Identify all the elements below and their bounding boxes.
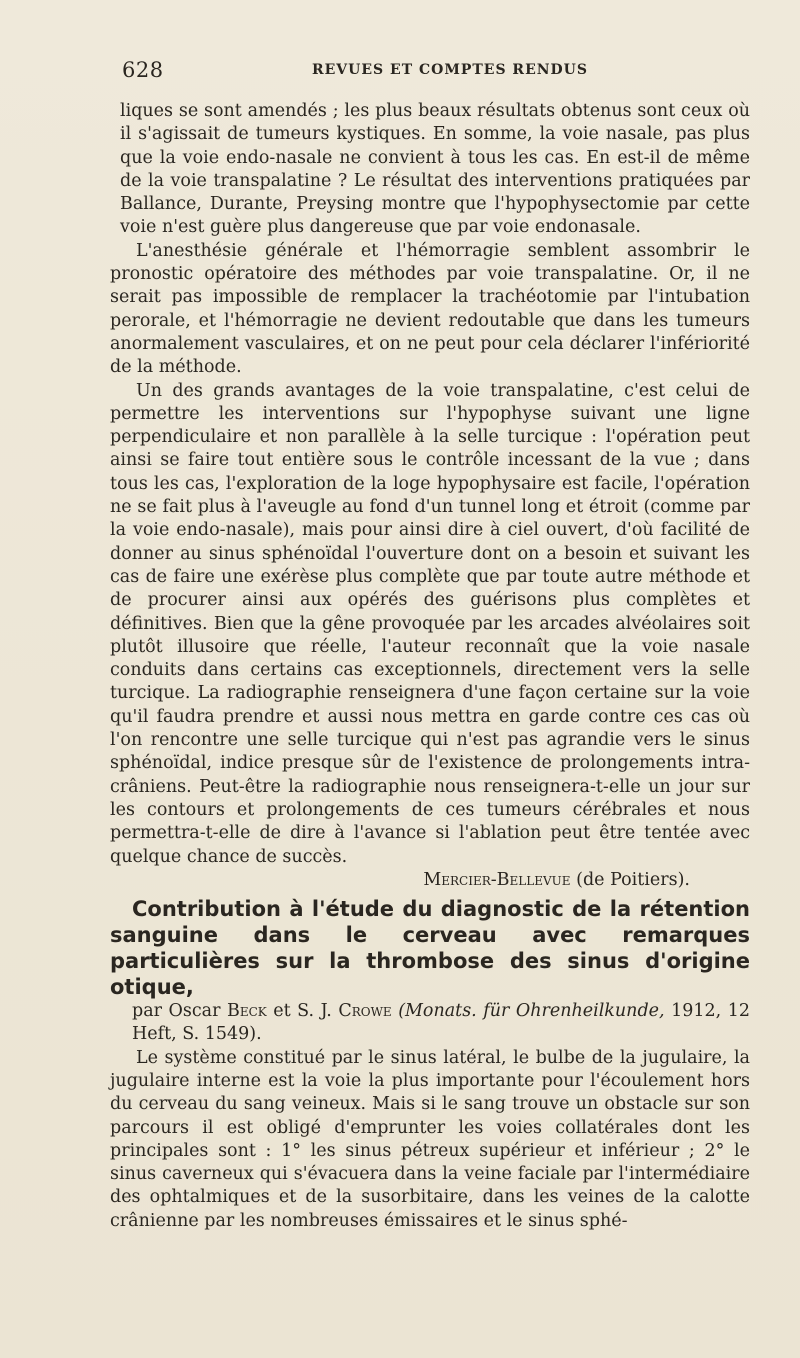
signature-name: Mercier-Bellevue xyxy=(423,869,571,890)
review2-paragraph-1: Le système constitué par le sinus latéral, le bulbe de la jugulaire, la jugulaire interne est la voie la plus importante pour l'écoulement hors du cerveau du sang veineux. Mais si le sang trouve un obstacle sur son parcours il est obligé d'emprunter les voies collatérales dont les principales sont : 1° les sinus pétreux supérieur et inférieur ; 2° le sinus caverneux qui s'évacuera dans la veine faciale par l'intermédiaire des ophtalmiques et de la susorbitaire, dans les veines de la calotte crânienne par les nombreuses émissaires et le sinus sphé- xyxy=(110,1047,750,1231)
page-number: 628 xyxy=(122,58,164,82)
signature-place: (de Poitiers). xyxy=(576,869,690,890)
citation-author-2: Crowe xyxy=(338,1001,392,1022)
page-header xyxy=(122,58,750,86)
review1-paragraph-3: Un des grands avantages de la voie transpalatine, c'est celui de permettre les interventions sur l'hypophyse suivant une ligne perpendiculaire et non parallèle à la selle turcique : l'opération peut ainsi se faire tout entière sous le contrôle incessant de la vue ; dans tous les cas, l'exploration de la loge hypophysaire est facile, l'opération ne se fait plus à l'aveugle au fond d'un tunnel long et étroit (comme par la voie endo-nasale), mais pour ainsi dire à ciel ouvert, d'où facilité de donner au sinus sphénoïdal l'ouverture dont on a besoin et suivant les cas de faire une exérèse plus complète que par toute autre méthode et de procurer ainsi aux opérés des guérisons plus complètes et définitives. Bien que la gêne provoquée par les arcades alvéolaires soit plutôt illusoire que réelle, l'auteur reconnaît que la voie nasale conduits dans certains cas exceptionnels, directement vers la selle turcique. La radiographie renseignera d'une façon certaine sur la voie qu'il faudra prendre et aussi nous mettra en garde contre ces cas où l'on rencontre une selle turcique qui n'est pas agrandie vers le sinus sphénoïdal, indice presque sûr de l'existence de prolongements intra-crâniens. Peut-être la radiographie nous renseignera-t-elle un jour sur les contours et prolongements de ces tumeurs cérébrales et nous permettra-t-elle de dire à l'avance si l'ablation peut être tentée avec quelque chance de succès. xyxy=(110,380,750,867)
page-body xyxy=(110,100,750,1233)
citation-author-1: Beck xyxy=(226,1001,267,1022)
citation-by: par Oscar xyxy=(132,1001,221,1022)
review1-signature xyxy=(110,869,750,892)
review1-paragraph-1: liques se sont amendés ; les plus beaux résultats obtenus sont ceux où il s'agissait de tumeurs kystiques. En somme, la voie nasale, pas plus que la voie endo-nasale ne convient à tous les cas. En est-il de même de la voie transpalatine ? Le résultat des interventions pratiquées par Ballance, Durante, Preysing montre que l'hypophysectomie par cette voie n'est guère plus dangereuse que par voie endonasale. xyxy=(120,101,750,238)
citation-and: et S. J. xyxy=(273,1001,332,1022)
review2-citation xyxy=(110,1000,750,1047)
review1-paragraph-2: L'anesthésie générale et l'hémorragie semblent assombrir le pronostic opératoire des méthodes par voie transpalatine. Or, il ne serait pas impossible de remplacer la trachéotomie par l'intubation perorale, et l'hémorragie ne devient redoutable que dans les tumeurs anormalement vasculaires, et on ne peut pour cela déclarer l'infériorité de la méthode. xyxy=(110,240,750,378)
running-head: REVUES ET COMPTES RENDUS xyxy=(312,62,588,78)
citation-details: 1912, 12 Heft, S. 1549). xyxy=(132,1001,750,1045)
review2-title: Contribution à l'étude du diagnostic de la rétention sanguine dans le cerveau avec remarques particulières sur la thrombose des sinus d'origine otique, xyxy=(110,897,750,1000)
citation-journal: (Monats. für Ohrenheilkunde, xyxy=(398,1001,665,1022)
